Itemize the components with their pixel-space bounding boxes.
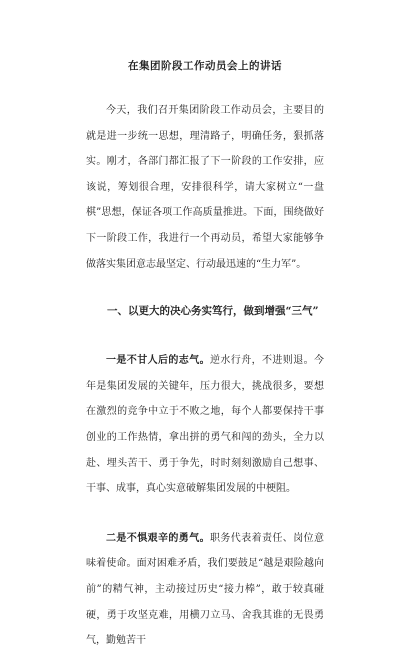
paragraph-lead: 二是不惧艰辛的勇气。: [106, 532, 210, 544]
section-heading: 一、以更大的决心务实笃行，做到增强“三气”: [107, 305, 319, 318]
paragraph-courage: [86, 526, 324, 654]
intro-paragraph: 今天，我们召开集团阶段工作动员会，主要目的就是进一步统一思想，理清路子，明确任务，狠抓落实。刚才，各部门都汇报了下一阶段的工作安排，应该说，筹划很合理，安排很科学，请大家树立“一盘棋”思想，保证各项工作高质量推进。下面，围绕做好下一阶段工作，我进行一个再动员，希望大家能够争做落实集团意志最坚定、行动最迅速的“生力军”。: [86, 105, 324, 270]
paragraph-body: 职务代表着责任、岗位意味着使命。面对困难矛盾，我们要鼓足“越是艰险越向前”的精气神，主动接过历史“接力棒”，敢于较真碰硬，勇于攻坚克难，用横刀立马、舍我其谁的无畏勇气，勤勉苦干: [86, 532, 324, 647]
paragraph-lead: 一是不甘人后的志气。: [106, 355, 210, 367]
document-title: 在集团阶段工作动员会上的讲话: [128, 60, 282, 72]
paragraph-ambition: [86, 348, 324, 502]
paragraph-body: 逆水行舟，不进则退。今年是集团发展的关键年，压力很大，挑战很多，要想在激烈的竞争中立于不败之地，每个人都要保持干事创业的工作热情，拿出拼的勇气和闯的劲头，全力以赴、埋头苦干、勇于争先，时时刻刻激励自己想事、干事、成事，真心实意破解集团发展的中梗阻。: [86, 355, 324, 495]
